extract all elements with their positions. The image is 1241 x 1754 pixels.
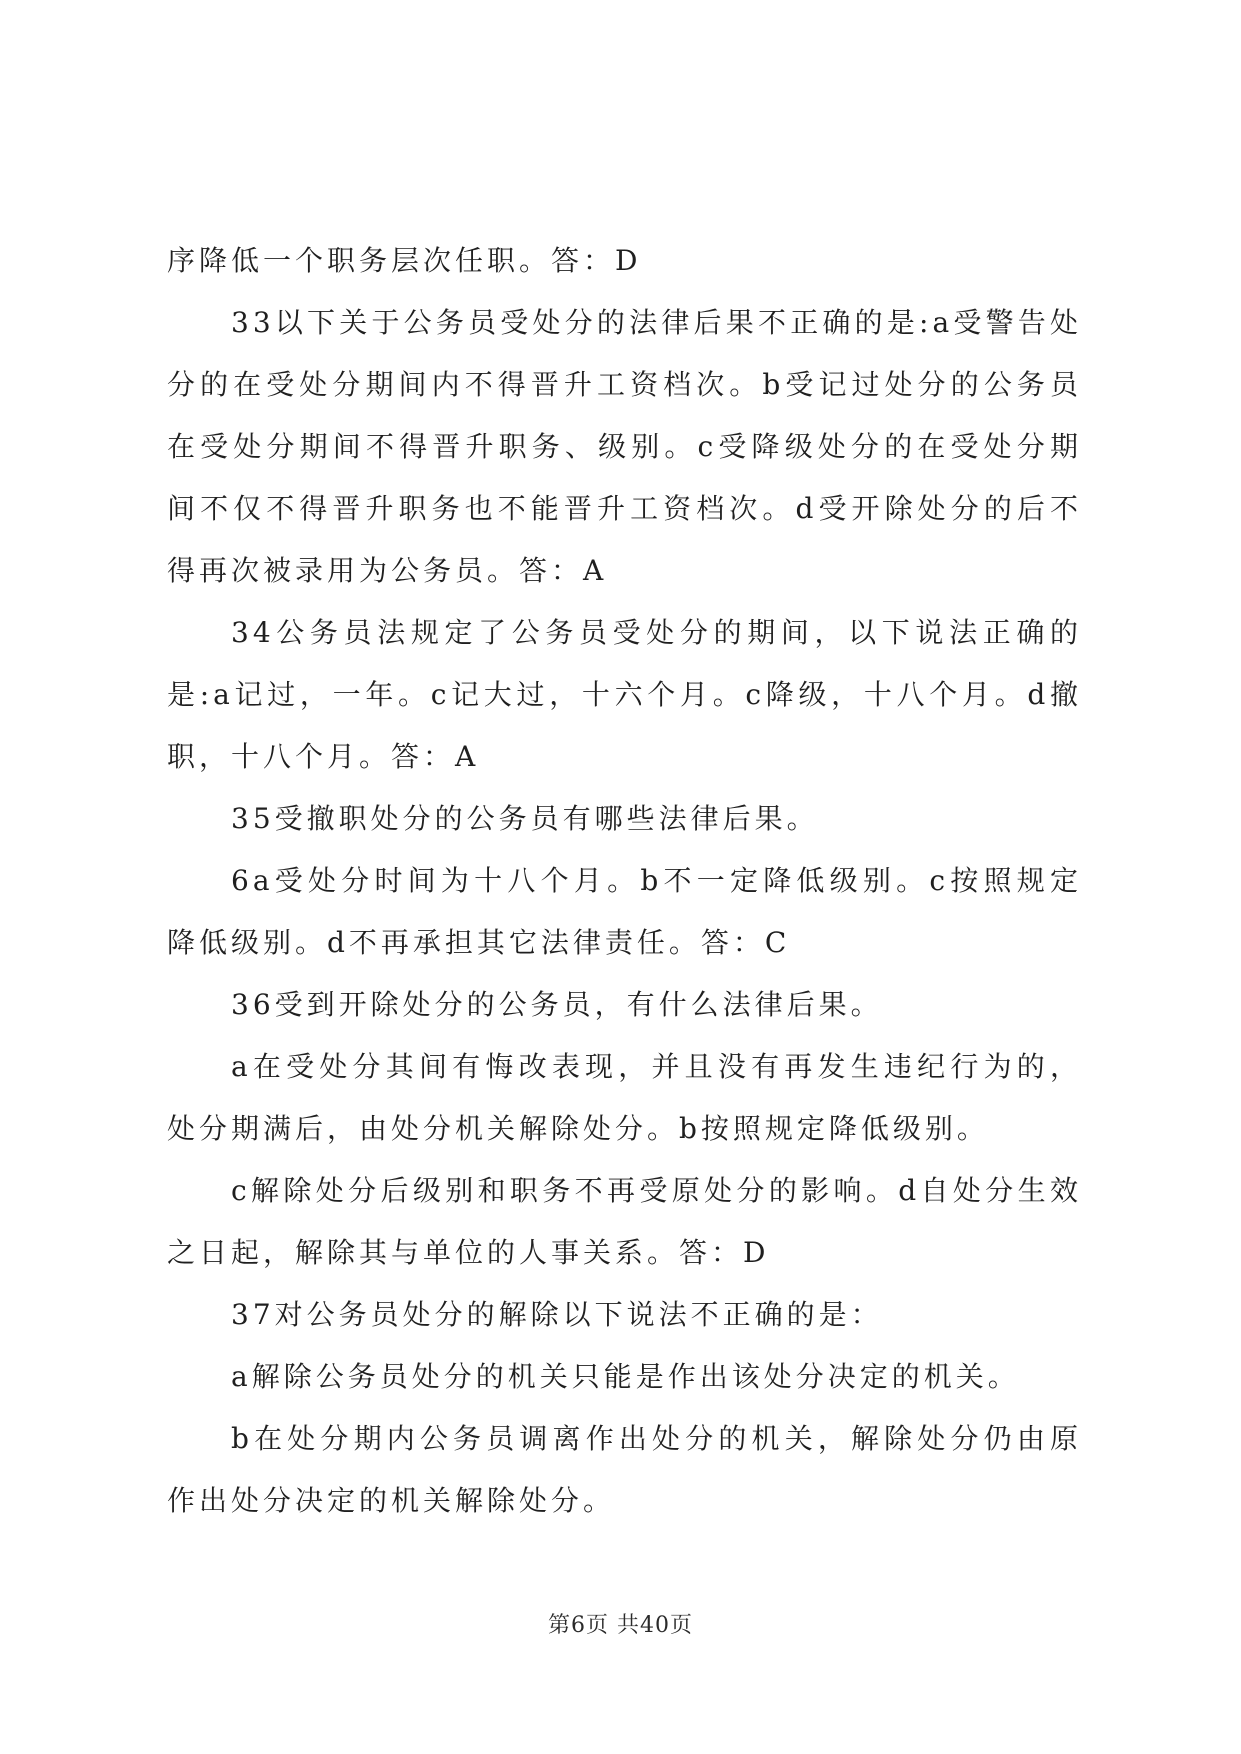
paragraph-1: 序降低一个职务层次任职。答：D bbox=[167, 244, 642, 277]
paragraph-9: 37对公务员处分的解除以下说法不正确的是： bbox=[231, 1298, 883, 1331]
paragraph-8: c解除处分后级别和职务不再受原处分的影响。d自处分生效之日起，解除其与单位的人事关系。答：D bbox=[167, 1174, 1082, 1269]
paragraph-10: a解除公务员处分的机关只能是作出该处分决定的机关。 bbox=[231, 1360, 1020, 1393]
paragraph-4: 35受撤职处分的公务员有哪些法律后果。 bbox=[231, 802, 819, 835]
paragraph-7: a在受处分其间有悔改表现，并且没有再发生违纪行为的，处分期满后，由处分机关解除处分。b按照规定降低级别。 bbox=[167, 1050, 1082, 1145]
paragraph-6: 36受到开除处分的公务员，有什么法律后果。 bbox=[231, 988, 883, 1021]
paragraph-2: 33以下关于公务员受处分的法律后果不正确的是:a受警告处分的在受处分期间内不得晋升工资档次。b受记过处分的公务员在受处分期间不得晋升职务、级别。c受降级处分的在受处分期间不仅不得晋升职务也不能晋升工资档次。d受开除处分的后不得再次被录用为公务员。答：A bbox=[167, 306, 1082, 587]
paragraph-11: b在处分期内公务员调离作出处分的机关，解除处分仍由原作出处分决定的机关解除处分。 bbox=[167, 1422, 1082, 1517]
document-body bbox=[167, 230, 1082, 1532]
paragraph-3: 34公务员法规定了公务员受处分的期间，以下说法正确的是:a记过，一年。c记大过，十六个月。c降级，十八个月。d撤职，十八个月。答：A bbox=[167, 616, 1082, 773]
paragraph-5: 6a受处分时间为十八个月。b不一定降低级别。c按照规定降低级别。d不再承担其它法律责任。答：C bbox=[167, 864, 1082, 959]
page-footer: 第6页 共40页 bbox=[548, 1613, 693, 1638]
